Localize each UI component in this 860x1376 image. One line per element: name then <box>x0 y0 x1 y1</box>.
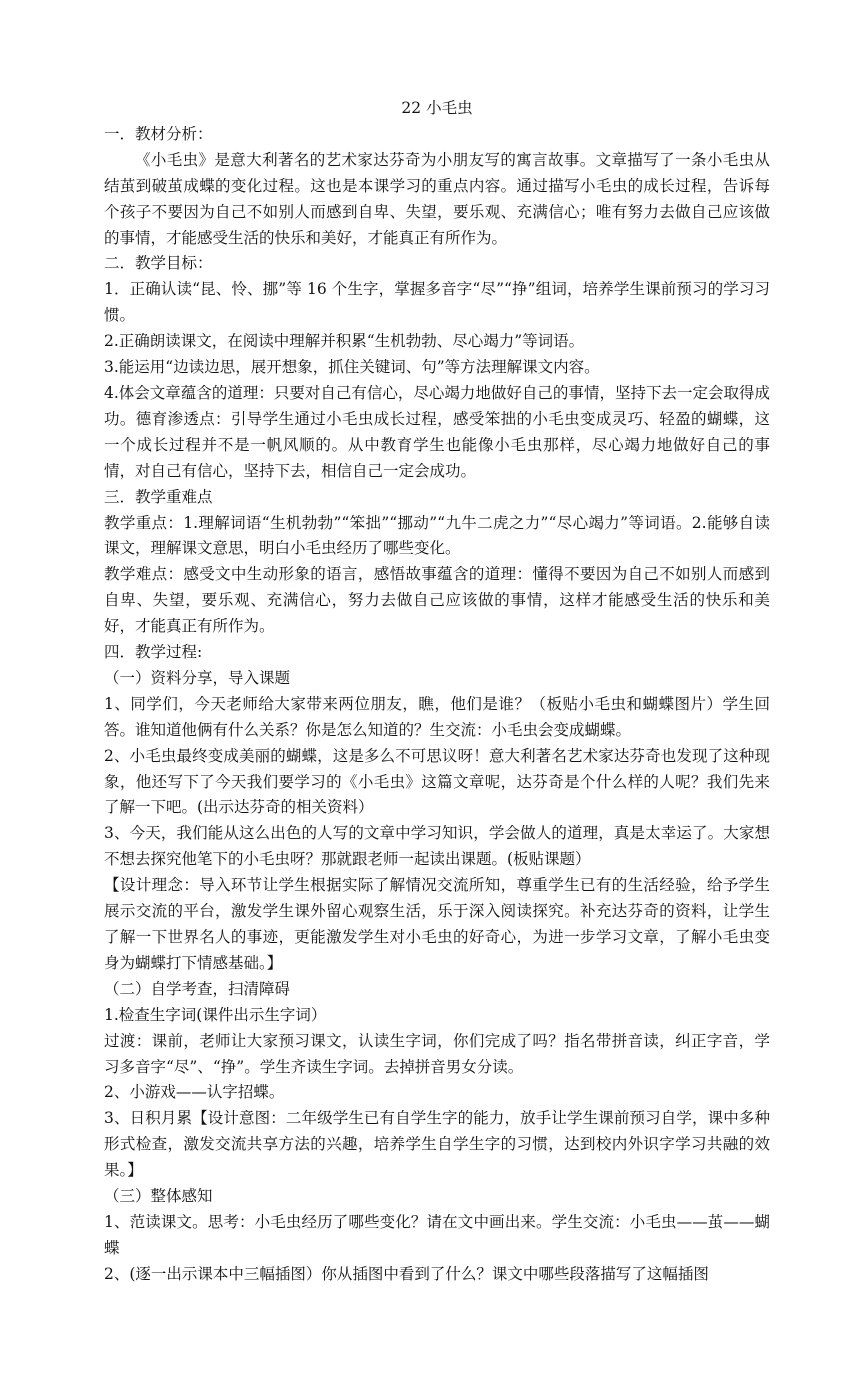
paragraph-intro-1: 1、同学们，今天老师给大家带来两位朋友，瞧，他们是谁？（板贴小毛虫和蝴蝶图片）学生回答。谁知道他俩有什么关系？你是怎么知道的？生交流：小毛虫会变成蝴蝶。 <box>104 694 770 739</box>
paragraph-illustrations: 2、(逐一出示课本中三幅插图）你从插图中看到了什么？课文中哪些段落描写了这幅插图 <box>104 1264 709 1283</box>
paragraph-goal-4: 4.体会文章蕴含的道理：只要对自己有信心，尽心竭力地做好自己的事情，坚持下去一定会取得成功。德育渗透点：引导学生通过小毛虫成长过程，感受笨拙的小毛虫变成灵巧、轻盈的蝴蝶，这一个成长过程并不是一帆风顺的。从中教育学生也能像小毛虫那样，尽心竭力地做好自己的事情，对自己有信心，坚持下去，相信自己一定会成功。 <box>104 383 770 480</box>
section-heading-key-points: 三．教学重难点 <box>104 487 213 506</box>
document-page <box>104 96 770 1288</box>
paragraph-check-words: 1.检查生字词(课件出示生字词） <box>104 1005 327 1024</box>
paragraph-accumulate: 3、日积月累【设计意图：二年级学生已有自学生字的能力，放手让学生课前预习自学，课中多种形式检查，激发交流共享方法的兴趣，培养学生自学生字的习惯，达到校内外识字学习共融的效果。】 <box>104 1109 770 1180</box>
subheading-intro: （一）资料分享，导入课题 <box>104 668 291 687</box>
paragraph-intro-3: 3、今天，我们能从这么出色的人写的文章中学习知识，学会做人的道理，真是太幸运了。大家想不想去探究他笔下的小毛虫呀？那就跟老师一起读出课题。(板贴课题） <box>104 824 770 869</box>
section-heading-process: 四．教学过程: <box>104 643 203 662</box>
section-heading-goals: 二．教学目标： <box>104 254 213 273</box>
paragraph-difficulties: 教学难点：感受文中生动形象的语言，感悟故事蕴含的道理：懂得不要因为自己不如别人而感到自卑、失望，要乐观、充满信心，努力去做自己应该做的事情，这样才能感受生活的快乐和美好，才能真正有所作为。 <box>104 565 770 636</box>
paragraph-analysis: 《小毛虫》是意大利著名的艺术家达芬奇为小朋友写的寓言故事。文章描写了一条小毛虫从结茧到破茧成蝶的变化过程。这也是本课学习的重点内容。通过描写小毛虫的成长过程，告诉每个孩子不要因为自己不如别人而感到自卑、失望，要乐观、充满信心；唯有努力去做自己应该做的事情，才能感受生活的快乐和美好，才能真正有所作为。 <box>104 150 770 247</box>
paragraph-transition: 过渡：课前，老师让大家预习课文，认读生字词，你们完成了吗？指名带拼音读，纠正字音，学习多音字“尽”、“挣”。学生齐读生字词。去掉拼音男女分读。 <box>104 1031 770 1076</box>
subheading-self-study: （二）自学考查，扫清障碍 <box>104 979 291 998</box>
paragraph-intro-2: 2、小毛虫最终变成美丽的蝴蝶，这是多么不可思议呀！意大利著名艺术家达芬奇也发现了这种现象，他还写下了今天我们要学习的《小毛虫》这篇文章呢，达芬奇是个什么样的人呢？我们先来了解一下吧。(出示达芬奇的相关资料） <box>104 746 770 817</box>
paragraph-goal-2: 2.正确朗读课文，在阅读中理解并积累“生机勃勃、尽心竭力”等词语。 <box>104 332 585 351</box>
subheading-overall: （三）整体感知 <box>104 1187 213 1206</box>
paragraph-design-concept: 【设计理念：导入环节让学生根据实际了解情况交流所知，尊重学生已有的生活经验，给予学生展示交流的平台，激发学生课外留心观察生活，乐于深入阅读探究。补充达芬奇的资料，让学生了解一下世界名人的事迹，更能激发学生对小毛虫的好奇心，为进一步学习文章，了解小毛虫变身为蝴蝶打下情感基础。】 <box>104 876 770 972</box>
paragraph-goal-3: 3.能运用“边读边思，展开想象，抓住关键词、句”等方法理解课文内容。 <box>104 358 600 377</box>
section-heading-analysis: 一．教材分析： <box>104 124 213 143</box>
document-title: 22 小毛虫 <box>401 99 473 117</box>
paragraph-goal-1: 1．正确认读“昆、怜、挪”等 16 个生字，掌握多音字“尽”“挣”组词，培养学生课前预习的学习习惯。 <box>104 280 770 325</box>
paragraph-game: 2、小游戏——认字招蝶。 <box>104 1083 285 1102</box>
paragraph-model-reading: 1、范读课文。思考：小毛虫经历了哪些变化？请在文中画出来。学生交流：小毛虫——茧——蝴蝶 <box>104 1212 770 1257</box>
paragraph-key-points: 教学重点：1.理解词语“生机勃勃”“笨拙”“挪动”“九牛二虎之力”“尽心竭力”等词语。2.能够自读课文，理解课文意思，明白小毛虫经历了哪些变化。 <box>104 513 770 558</box>
